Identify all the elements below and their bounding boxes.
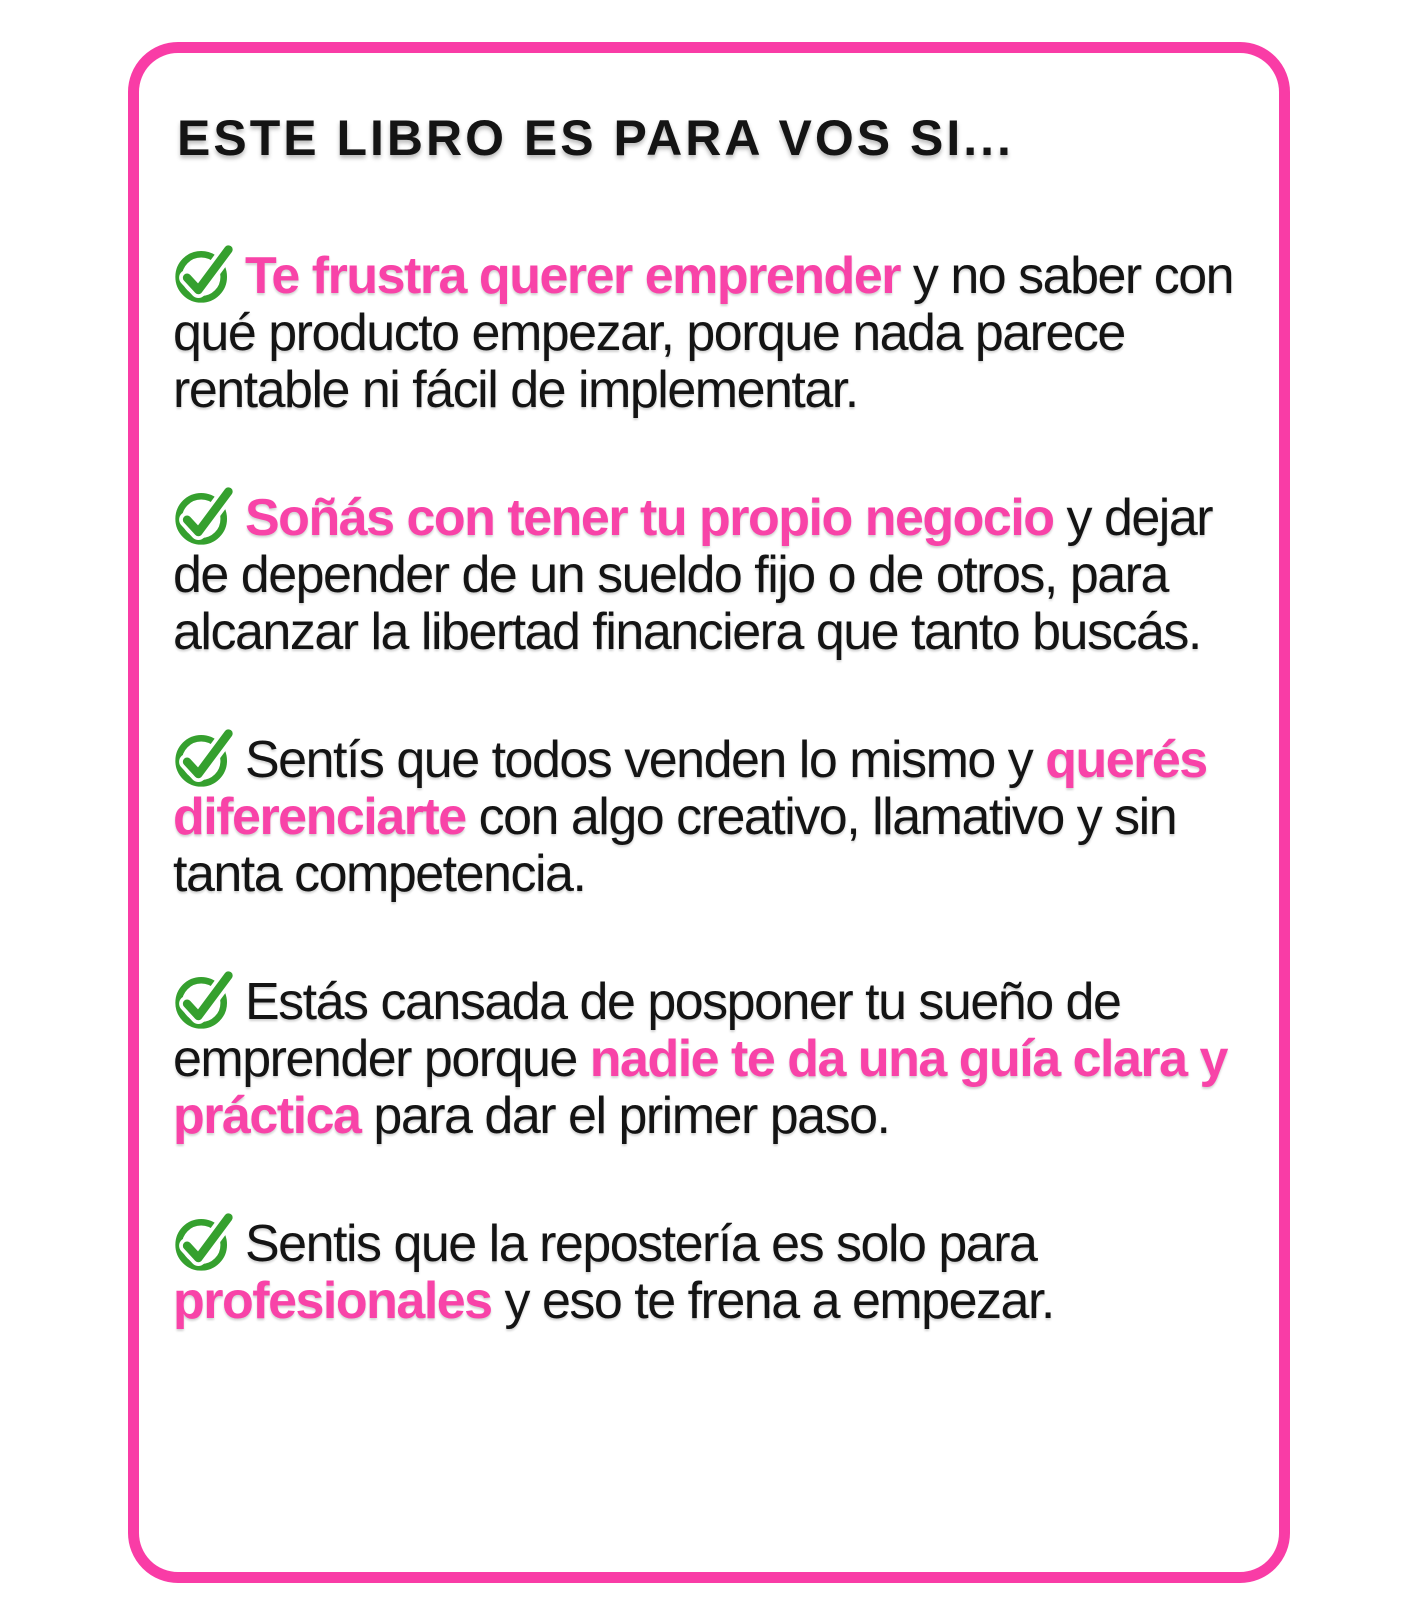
- bullet-text: [173, 731, 1207, 903]
- highlighted-text: Soñás con tener tu propio negocio: [245, 489, 1054, 547]
- list-item: [173, 727, 1243, 903]
- highlighted-text: nadie te da una guía clara y práctica: [173, 1030, 1227, 1145]
- promo-card: [128, 42, 1290, 1583]
- bullet-text: [173, 1215, 1054, 1330]
- check-circle-icon: [173, 969, 235, 1031]
- highlighted-text: querés diferenciarte: [173, 731, 1207, 846]
- check-circle-icon: [173, 1211, 235, 1273]
- check-circle-icon: [173, 243, 235, 305]
- list-item: [173, 243, 1243, 419]
- bullet-text: [173, 973, 1227, 1145]
- list-item: [173, 485, 1243, 661]
- bullet-list: [173, 243, 1243, 1330]
- list-item: [173, 969, 1243, 1145]
- body-text: Sentis que la repostería es solo para: [245, 1215, 1037, 1273]
- check-circle-icon: [173, 485, 235, 547]
- body-text: y eso te frena a empezar.: [491, 1272, 1054, 1330]
- highlighted-text: Te frustra querer emprender: [245, 247, 900, 305]
- bullet-text: [173, 489, 1212, 661]
- bullet-text: [173, 247, 1233, 419]
- list-item: [173, 1211, 1243, 1330]
- body-text: para dar el primer paso.: [360, 1087, 890, 1145]
- check-circle-icon: [173, 727, 235, 789]
- page-title: ESTE LIBRO ES PARA VOS SI...: [177, 110, 1014, 166]
- body-text: y dejar de depender de un sueldo fijo o de otros, para alcanzar la libertad financiera que tanto buscás.: [173, 489, 1213, 661]
- body-text: Estás cansada de posponer tu sueño de emprender porque: [173, 973, 1121, 1088]
- highlighted-text: profesionales: [173, 1272, 492, 1330]
- body-text: Sentís que todos venden lo mismo y: [245, 731, 1046, 789]
- body-text: con algo creativo, llamativo y sin tanta competencia.: [173, 788, 1177, 903]
- body-text: y no saber con qué producto empezar, porque nada parece rentable ni fácil de implementar.: [173, 247, 1234, 419]
